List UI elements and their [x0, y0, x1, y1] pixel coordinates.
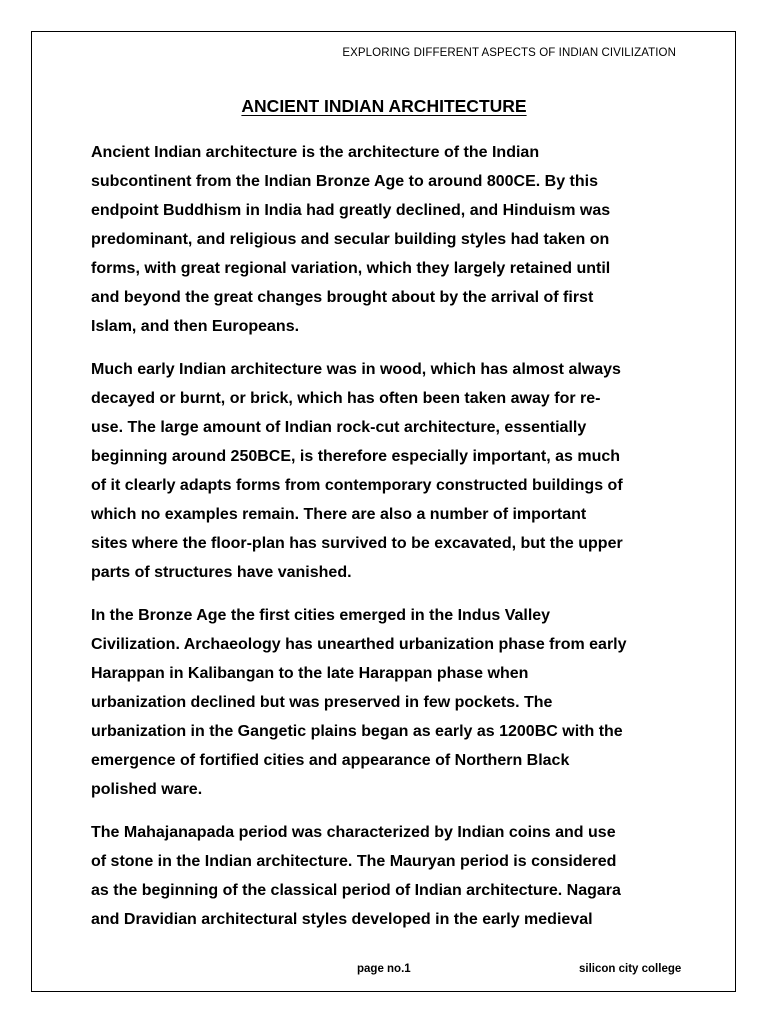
- text-line: sites where the floor-plan has survived to be excavated, but the upper: [91, 535, 623, 552]
- text-line: Ancient Indian architecture is the architecture of the Indian: [91, 144, 540, 161]
- text-line: Harappan in Kalibangan to the late Harappan phase when: [91, 665, 529, 682]
- paragraph-4: [91, 818, 691, 934]
- text-line: Civilization. Archaeology has unearthed urbanization phase from early: [91, 636, 627, 653]
- text-line: decayed or burnt, or brick, which has often been taken away for re-: [91, 390, 601, 407]
- text-line: which no examples remain. There are also a number of important: [91, 506, 587, 523]
- text-line: polished ware.: [91, 781, 203, 798]
- text-line: and beyond the great changes brought about by the arrival of first: [91, 289, 594, 306]
- paragraph-2: [91, 355, 691, 587]
- text-line: parts of structures have vanished.: [91, 564, 352, 581]
- text-line: forms, with great regional variation, which they largely retained until: [91, 260, 611, 277]
- text-line: urbanization declined but was preserved in few pockets. The: [91, 694, 553, 711]
- text-line: use. The large amount of Indian rock-cut architecture, essentially: [91, 419, 587, 436]
- text-line: endpoint Buddhism in India had greatly declined, and Hinduism was: [91, 202, 611, 219]
- text-line: and Dravidian architectural styles developed in the early medieval: [91, 911, 593, 928]
- paragraph-3: [91, 601, 691, 804]
- text-line: Islam, and then Europeans.: [91, 318, 300, 335]
- footer-college-name: silicon city college: [579, 963, 682, 975]
- page-title: ANCIENT INDIAN ARCHITECTURE: [241, 96, 527, 116]
- footer-page-number: page no.1: [357, 963, 411, 975]
- text-line: In the Bronze Age the first cities emerged in the Indus Valley: [91, 607, 551, 624]
- text-line: of it clearly adapts forms from contemporary constructed buildings of: [91, 477, 623, 494]
- text-line: beginning around 250BCE, is therefore especially important, as much: [91, 448, 621, 465]
- text-line: The Mahajanapada period was characterized by Indian coins and use: [91, 824, 616, 841]
- paragraph-1: [91, 138, 691, 341]
- text-line: as the beginning of the classical period of Indian architecture. Nagara: [91, 882, 621, 899]
- text-line: urbanization in the Gangetic plains began as early as 1200BC with the: [91, 723, 623, 740]
- document-body: [91, 138, 691, 948]
- text-line: predominant, and religious and secular building styles had taken on: [91, 231, 610, 248]
- text-line: Much early Indian architecture was in wood, which has almost always: [91, 361, 621, 378]
- text-line: of stone in the Indian architecture. The Mauryan period is considered: [91, 853, 617, 870]
- running-header: EXPLORING DIFFERENT ASPECTS OF INDIAN CIVILIZATION: [342, 47, 676, 59]
- text-line: subcontinent from the Indian Bronze Age to around 800CE. By this: [91, 173, 598, 190]
- text-line: emergence of fortified cities and appearance of Northern Black: [91, 752, 570, 769]
